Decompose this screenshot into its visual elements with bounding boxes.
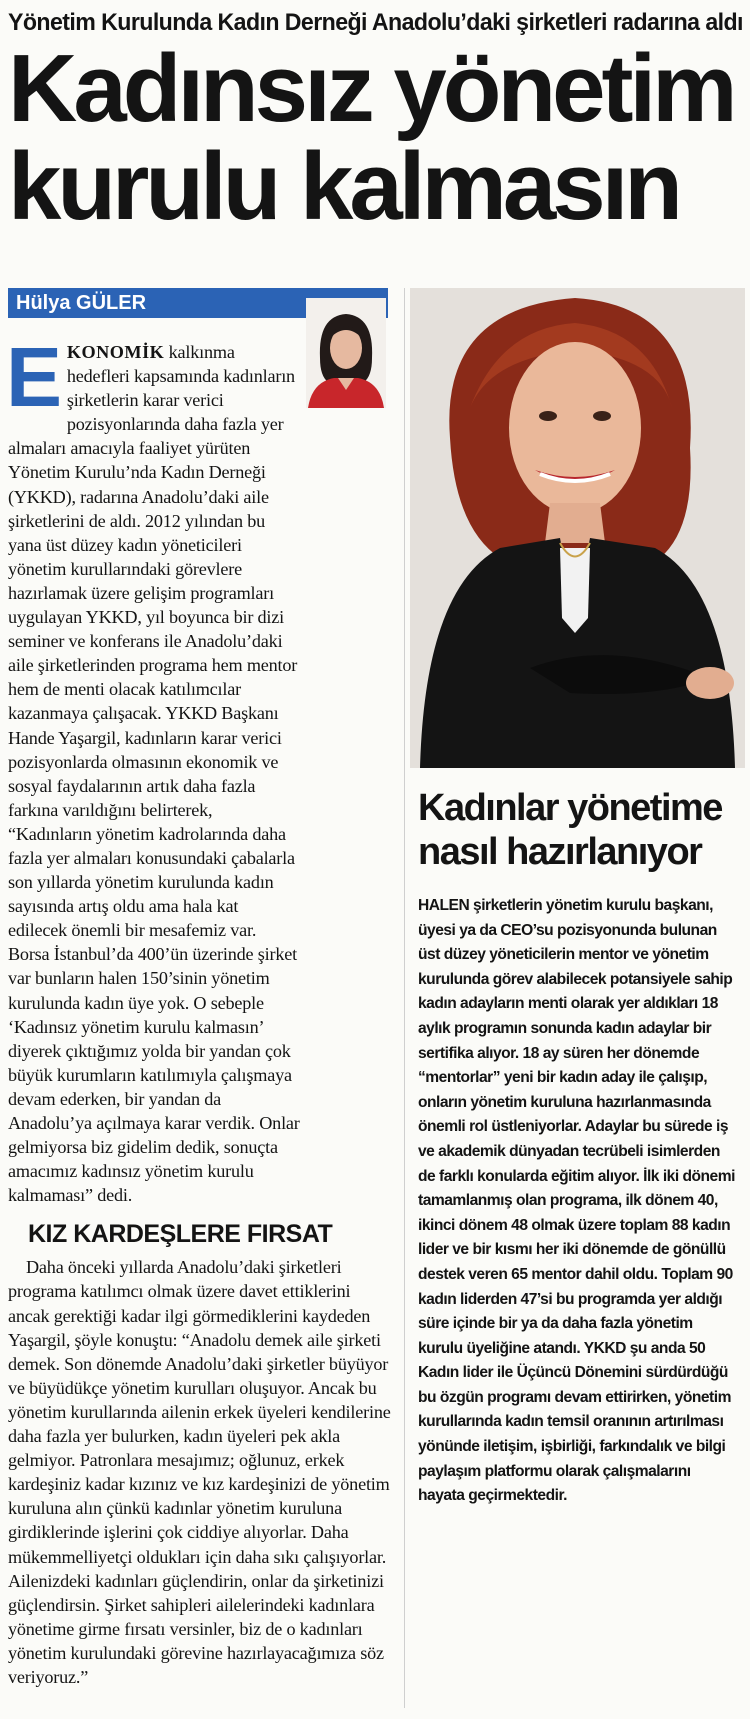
sidebar-title-line-1: Kadınlar yönetime (418, 787, 722, 829)
sidebar-body (418, 894, 738, 1509)
paragraph-1-text: kalkınma hedefleri kapsamında kadınların şirketlerin karar verici pozisyonlarında daha fazla yer almaları amacıyla faaliyet yürüten Yönetim Kurulu’nda Kadın Derneği (YKKD), radarına Anadolu’daki aile şirketlerini de aldı. 2012 yılından bu yana üst düzey kadın yöneticileri yönetim kurullarındaki görevlere hazırlamak üzere gelişim programları uygulayan YKKD, yıl boyunca bir dizi seminer ve konferans ile Anadolu’daki aile şirketlerinden programa hem mentor hem de menti olacak katılımcılar kazanmaya çalışacak. YKKD Başkanı Hande Yaşargil, kadınların karar verici pozisyonlarda olmasının ekonomik ve sosyal faydalarının artık daha fazla farkına varıldığını belirterek, “Kadınların yönetim kadrolarında daha fazla yer almaları konusundaki çabalarla son yıllarda yönetim kurulunda kadın sayısında artış oldu ama hala kat edilecek önemli bir mesafemiz var. Borsa İstanbul’da 400’ün üzerinde şirket var bunların halen 150’sinin yönetim kurulunda kadın üye yok. O sebeple ‘Kadınsız yönetim kurulu kalmasın’ diyerek çıktığımız yolda bir yandan çok büyük kurumların katılımıyla çalışmaya devam ederken, bir yandan da Anadolu’ya açılmaya karar verdik. Onlar gelmiyorsa biz gidelim dedik, sonuçta amacımız kadınsız yönetim kurulu kalmaması” dedi. (8, 342, 300, 1206)
main-photo (410, 288, 745, 768)
sidebar-text: şirketlerin yönetim kurulu başkanı, üyesi ya da CEO’su pozisyonunda bulunan üst düzey yöneticilerin mentor ve yönetim kurulunda görev alabilecek potansiyele sahip kadın adayların menti olarak yer aldıkları 18 aylık programın sonunda kadın adaylar bir sertifika alıyor. 18 ay süren her dönemde “mentorlar” yeni bir kadın aday ile çalışıp, onların yönetim kuruluna hazırlanmasında önemli rol üstleniyorlar. Adaylar bu sürede iş ve akademik dünyadan tecrübeli isimlerden de farklı konularda eğitim alıyor. İlk iki dönemi tamamlanmış olan programa, ilk dönem 40, ikinci dönem 48 olmak üzere toplam 88 kadın lider ve bir kısmı her iki dönemde de gönüllü destek veren 65 mentor dahil oldu. Toplam 90 kadın liderden 47’si bu programda yer aldığı süre içinde bir ya da daha fazla yönetim kurulu üyeliğine atandı. YKKD şu anda 50 Kadın lider ile Üçüncü Dönemini sürdürdüğü bu özgün programı devam ettirirken, yönetim kurullarında kadın temsil oranının artırılması yönünde iletişim, işbirliği, farkındalık ve bilgi paylaşım platformu olarak çalışmalarını hayata geçirmektedir. (418, 897, 735, 1505)
headline-line-2: kurulu kalmasın (8, 133, 679, 240)
subheading: KIZ KARDEŞLERE FIRSAT (28, 1220, 333, 1249)
first-word: KONOMİK (66, 342, 165, 362)
author-name: Hülya GÜLER (16, 292, 147, 314)
woman-portrait-image (410, 288, 745, 768)
article-kicker: Yönetim Kurulunda Kadın Derneği Anadolu’daki şirketleri radarına aldı (8, 9, 743, 36)
drop-cap: E (6, 330, 62, 424)
headline-line-1: Kadınsız yönetim (8, 35, 734, 142)
paragraph-1 (6, 330, 392, 1207)
sidebar-title-line-2: nasıl hazırlanıyor (418, 831, 702, 873)
paragraph-2: Daha önceki yıllarda Anadolu’daki şirketleri programa katılımcı olmak üzere davet ettiklerini ancak gerektiği kadar ilgi görmediklerini kaydeden Yaşargil, şöyle konuştu: “Anadolu demek aile şirketi demek. Son dönemde Anadolu’daki şirketler büyüyor ve büyüdükçe yönetim kurulları oluşuyor. Ancak bu yönetim kurullarında ailenin erkek üyeleri kendilerine daha fazla yer bulurken, kadın üyeleri pek akla gelmiyor. Patronlara mesajımız; oğlunuz, erkek kardeşiniz kadar kızınız ve kız kardeşinizi de yönetim kuruluna alın çünkü kadınlar yönetim kuruluna girdiklerinde işlerini çok ciddiye alıyorlar. Daha mükemmelliyetçi oldukları için daha sıkı çalışıyorlar. Ailenizdeki kadınları güçlendirin, onlar da şirketinizi güçlendirsin. Şirket sahipleri ailelerindeki kadınlara yönetime girme fırsatı versinler, biz de o kadınları yönetim kurulundaki görevine hazırlayacağımıza söz veriyoruz.” (8, 1257, 391, 1687)
sidebar-first-word: HALEN (418, 897, 470, 914)
sidebar-title (418, 786, 743, 874)
article-body (6, 330, 392, 1689)
article-headline (8, 35, 743, 240)
column-divider (404, 288, 405, 1708)
